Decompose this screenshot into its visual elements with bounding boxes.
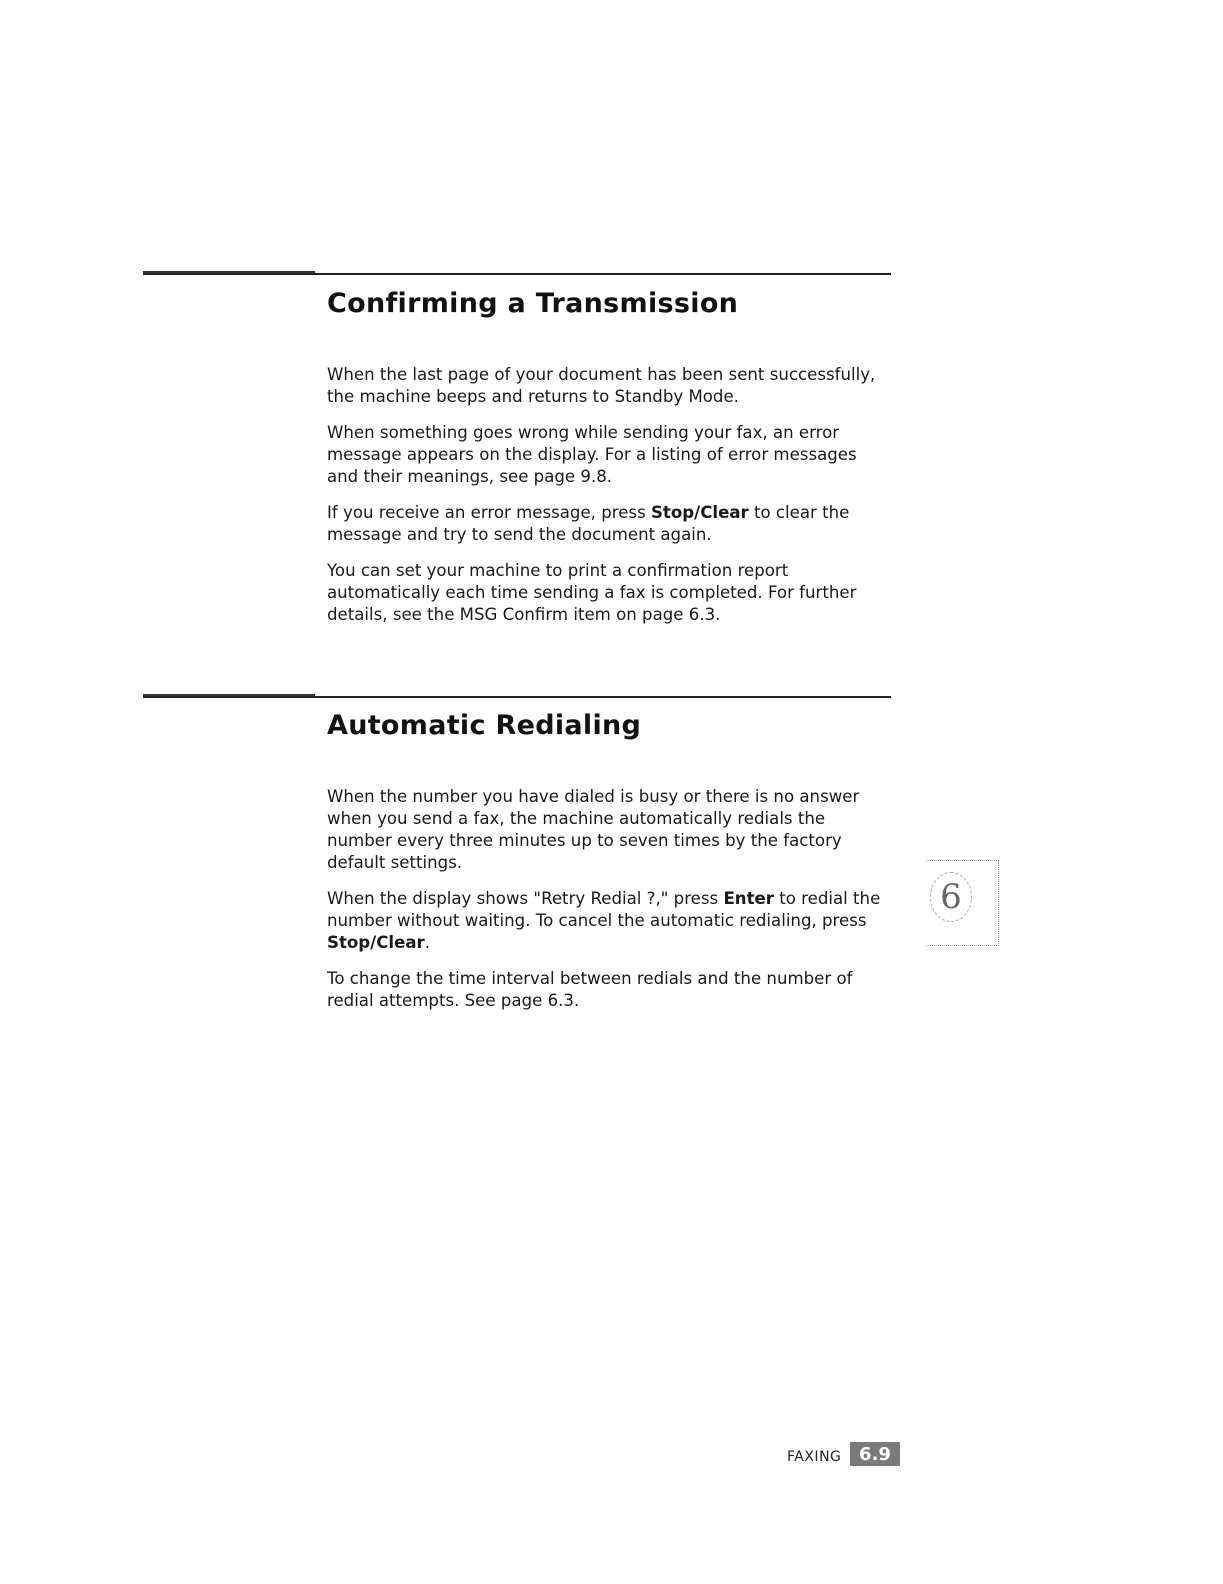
paragraph-text: to clear the message and try to send the document again. bbox=[327, 503, 850, 544]
section-body bbox=[327, 786, 892, 1026]
paragraph: To change the time interval between redials and the number of redial attempts. See page 6.3. bbox=[327, 969, 853, 1010]
paragraph: You can set your machine to print a confirmation report automatically each time sending a fax is completed. For further details, see the MSG Confirm item on page 6.3. bbox=[327, 561, 857, 624]
key-name: Stop/Clear bbox=[327, 933, 425, 952]
paragraph-text: When something goes wrong while sending your fax, an error message appears on the display. For a listing of error messages and their meanings, see page 9.8. bbox=[327, 423, 857, 486]
key-name: Stop/Clear bbox=[650, 503, 749, 522]
key-name: Enter bbox=[723, 889, 774, 908]
section-rule bbox=[143, 696, 891, 698]
paragraph bbox=[327, 502, 892, 546]
paragraph-text: When the display shows "Retry Redial ?," press bbox=[327, 889, 724, 908]
paragraph bbox=[327, 422, 892, 488]
paragraph: When the number you have dialed is busy or there is no answer when you send a fax, the machine automatically redials the number every three minutes up to seven times by the factory default settings. bbox=[327, 787, 860, 872]
paragraph bbox=[327, 888, 892, 954]
section-heading: Automatic Redialing bbox=[327, 710, 642, 741]
section-body bbox=[327, 364, 892, 640]
footer-page-number: 6.9 bbox=[850, 1442, 900, 1466]
chapter-tab-number: 6 bbox=[930, 872, 972, 922]
section-rule bbox=[143, 273, 891, 275]
footer-chapter-label: FAXING bbox=[787, 1449, 842, 1465]
paragraph-text: to redial the number without waiting. To cancel the automatic redialing, press bbox=[327, 889, 881, 930]
paragraph: When the last page of your document has been sent successfully, the machine beeps and returns to Standby Mode. bbox=[327, 365, 876, 406]
section-heading: Confirming a Transmission bbox=[327, 288, 739, 319]
paragraph-text: If you receive an error message, press bbox=[327, 503, 651, 522]
paragraph-text: . bbox=[424, 933, 431, 952]
